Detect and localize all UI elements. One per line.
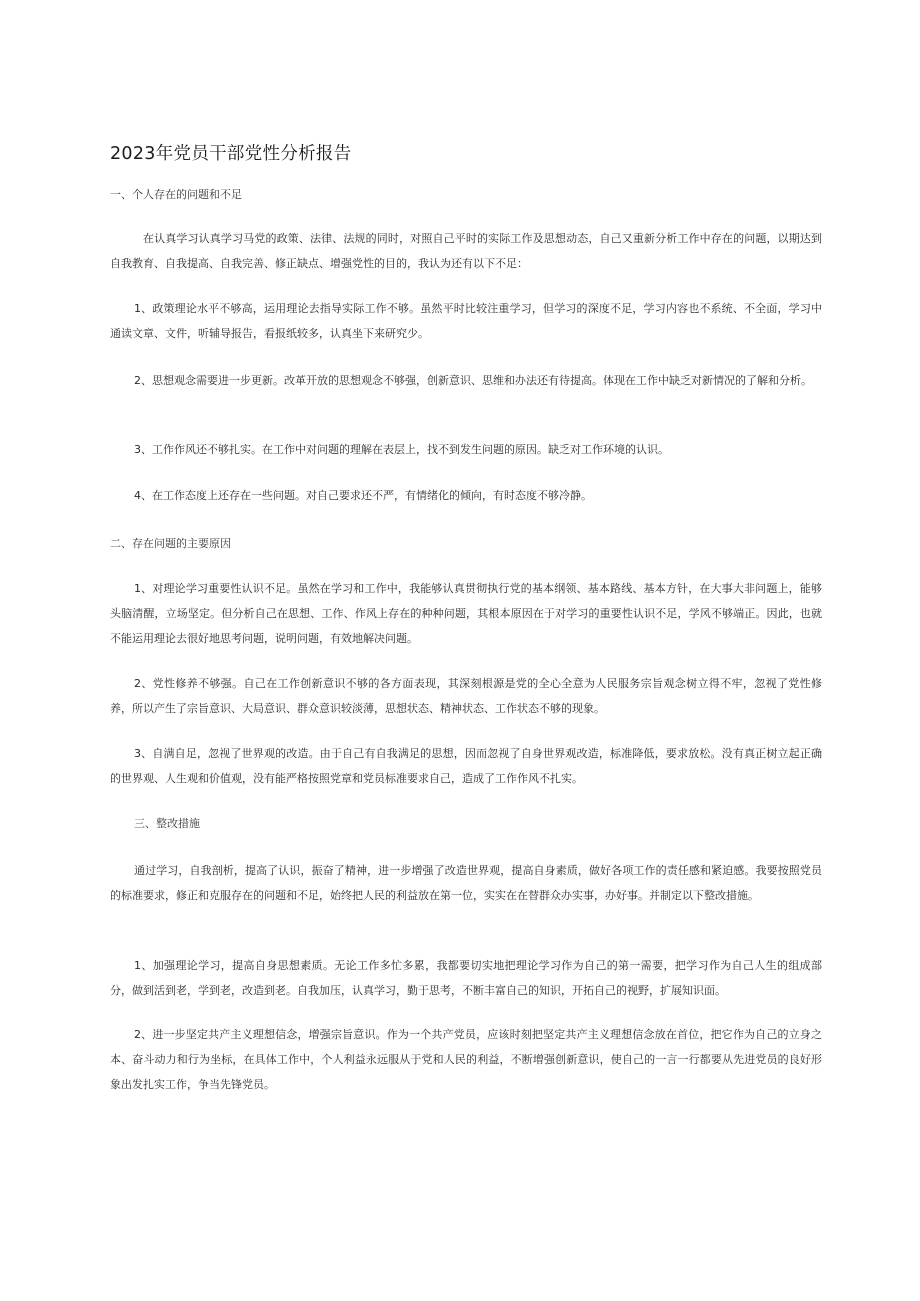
section1-item-2: 2、思想观念需要进一步更新。改革开放的思想观念不够强，创新意识、思维和办法还有待提高。体现在工作中缺乏对新情况的了解和分析。 (134, 374, 812, 387)
section3-intro: 通过学习，自我剖析，提高了认识，振奋了精神，进一步增强了改造世界观，提高自身素质，做好各项工作的责任感和紧迫感。我要按照党员的标准要求，修正和克服存在的问题和不足，始终把人民的利益放在第一位，实实在在替群众办实事，办好事。并制定以下整改措施。 (110, 864, 822, 902)
document-title: 2023年党员干部党性分析报告 (110, 144, 352, 164)
section1-item-3: 3、工作作风还不够扎实。在工作中对问题的理解在表层上，找不到发生问题的原因。缺乏对工作环境的认识。 (134, 443, 669, 456)
section3-item-2: 2、进一步坚定共产主义理想信念，增强宗旨意识。作为一个共产党员，应该时刻把坚定共产主义理想信念放在首位，把它作为自己的立身之本、奋斗动力和行为坐标，在具体工作中，个人利益永远服从于党和人民的利益，不断增强创新意识，使自己的一言一行都要从先进党员的良好形象出发扎实工作，争当先锋党员。 (110, 1028, 822, 1091)
section1-intro: 在认真学习认真学习马党的政策、法律、法规的同时，对照自己平时的实际工作及思想动态，自己又重新分析工作中存在的问题，以期达到自我教育、自我提高、自我完善、修正缺点、增强党性的目的，我认为还有以下不足： (110, 232, 822, 270)
section3-item-1: 1、加强理论学习，提高自身思想素质。无论工作多忙多累，我都要切实地把理论学习作为自己的第一需要，把学习作为自己人生的组成部分，做到活到老，学到老，改造到老。自我加压，认真学习，勤于思考，不断丰富自己的知识，开拓自己的视野，扩展知识面。 (110, 959, 822, 997)
section-heading-2: 二、存在问题的主要原因 (110, 537, 231, 550)
section2-item-1: 1、对理论学习重要性认识不足。虽然在学习和工作中，我能够认真贯彻执行党的基本纲领、基本路线、基本方针，在大事大非问题上，能够头脑清醒，立场坚定。但分析自己在思想、工作、作风上存在的种种问题，其根本原因在于对学习的重要性认识不足，学风不够端正。因此，也就不能运用理论去很好地思考问题，说明问题，有效地解决问题。 (110, 582, 822, 645)
section2-item-2: 2、党性修养不够强。自己在工作创新意识不够的各方面表现，其深刻根源是党的全心全意为人民服务宗旨观念树立得不牢，忽视了党性修养，所以产生了宗旨意识、大局意识、群众意识较淡薄，思想状态、精神状态、工作状态不够的现象。 (110, 677, 822, 715)
section1-item-4: 4、在工作态度上还存在一些问题。对自己要求还不严，有情绪化的倾向，有时态度不够冷静。 (134, 489, 592, 502)
section1-item-1: 1、政策理论水平不够高，运用理论去指导实际工作不够。虽然平时比较注重学习，但学习的深度不足，学习内容也不系统、不全面，学习中通读文章、文件，听辅导报告，看报纸较多，认真坐下来研究少。 (110, 302, 822, 340)
section-heading-3: 三、整改措施 (134, 817, 200, 830)
section2-item-3: 3、自满自足，忽视了世界观的改造。由于自己有自我满足的思想，因而忽视了自身世界观改造，标准降低，要求放松。没有真正树立起正确的世界观、人生观和价值观，没有能严格按照党章和党员标准要求自己，造成了工作作风不扎实。 (110, 747, 822, 785)
section-heading-1: 一、个人存在的问题和不足 (110, 188, 242, 201)
